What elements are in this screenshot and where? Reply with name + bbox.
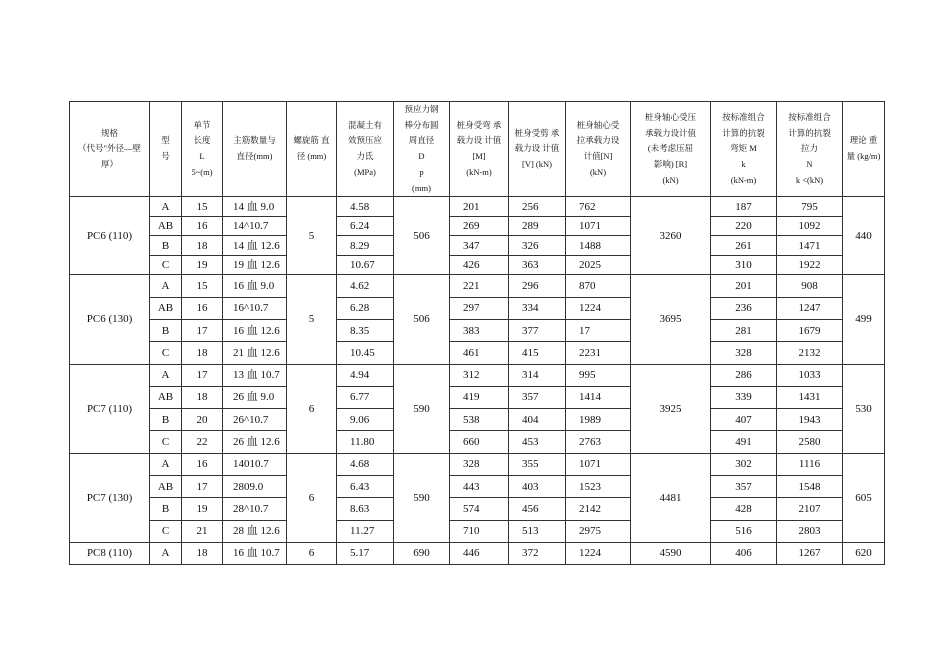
moment-cell: 660: [450, 431, 509, 453]
crack-moment-cell: 286: [711, 364, 777, 386]
crack-moment-cell: 201: [711, 275, 777, 297]
shear-cell: 403: [509, 475, 566, 497]
shear-cell: 456: [509, 498, 566, 520]
weight-cell: 530: [843, 364, 885, 453]
header-cell: 桩身轴心受压 承载力设计值 (未考虑压屈 影响) [R] (kN): [631, 102, 711, 197]
shear-cell: 314: [509, 364, 566, 386]
table-row: [70, 255, 885, 275]
shear-cell: 415: [509, 342, 566, 364]
table-row: [70, 297, 885, 319]
shear-cell: 404: [509, 409, 566, 431]
moment-cell: 426: [450, 255, 509, 275]
shear-cell: 357: [509, 386, 566, 408]
header-cell: 规格 （代号"外径—壁厚）: [70, 102, 150, 197]
header-cell: 螺旋筋 直 径 (mm): [287, 102, 337, 197]
spiral-cell: 6: [287, 453, 337, 542]
table-row: [70, 431, 885, 453]
tension-cell: 17: [566, 319, 631, 341]
prestress-cell: 9.06: [337, 409, 394, 431]
main-rebar-cell: 21 血 12.6: [223, 342, 287, 364]
crack-tension-cell: 908: [777, 275, 843, 297]
shear-cell: 326: [509, 236, 566, 256]
length-cell: 16: [182, 297, 223, 319]
type-cell: B: [150, 319, 182, 341]
type-cell: C: [150, 520, 182, 542]
moment-cell: 461: [450, 342, 509, 364]
crack-tension-cell: 795: [777, 197, 843, 217]
spec-cell: PC8 (110): [70, 542, 150, 564]
main-rebar-cell: 13 血 10.7: [223, 364, 287, 386]
main-rebar-cell: 26 血 12.6: [223, 431, 287, 453]
main-rebar-cell: 14010.7: [223, 453, 287, 475]
tension-cell: 1071: [566, 453, 631, 475]
crack-tension-cell: 1033: [777, 364, 843, 386]
shear-cell: 296: [509, 275, 566, 297]
compression-cell: 3260: [631, 197, 711, 275]
weight-cell: 440: [843, 197, 885, 275]
header-cell: 型 号: [150, 102, 182, 197]
weight-cell: 620: [843, 542, 885, 564]
prestress-cell: 4.58: [337, 197, 394, 217]
moment-cell: 574: [450, 498, 509, 520]
crack-moment-cell: 281: [711, 319, 777, 341]
prestress-cell: 6.43: [337, 475, 394, 497]
main-rebar-cell: 16 血 10.7: [223, 542, 287, 564]
length-cell: 22: [182, 431, 223, 453]
moment-cell: 269: [450, 216, 509, 236]
length-cell: 21: [182, 520, 223, 542]
moment-cell: 328: [450, 453, 509, 475]
spec-cell: PC6 (130): [70, 275, 150, 364]
table-row: [70, 216, 885, 236]
main-rebar-cell: 16^10.7: [223, 297, 287, 319]
table-row: [70, 498, 885, 520]
table-body: [70, 197, 885, 565]
compression-cell: 4590: [631, 542, 711, 564]
table-row: [70, 342, 885, 364]
crack-moment-cell: 187: [711, 197, 777, 217]
length-cell: 19: [182, 255, 223, 275]
tension-cell: 1071: [566, 216, 631, 236]
header-cell: 主筋数量与 直径(mm): [223, 102, 287, 197]
header-cell: 预应力钢 棒分布圆 周直径 D p (mm): [394, 102, 450, 197]
crack-tension-cell: 2107: [777, 498, 843, 520]
crack-tension-cell: 1267: [777, 542, 843, 564]
crack-tension-cell: 1116: [777, 453, 843, 475]
spec-cell: PC6 (110): [70, 197, 150, 275]
prestress-cell: 10.45: [337, 342, 394, 364]
type-cell: A: [150, 453, 182, 475]
crack-moment-cell: 261: [711, 236, 777, 256]
length-cell: 18: [182, 342, 223, 364]
crack-moment-cell: 357: [711, 475, 777, 497]
main-rebar-cell: 16 血 9.0: [223, 275, 287, 297]
table-row: [70, 542, 885, 564]
crack-tension-cell: 2803: [777, 520, 843, 542]
type-cell: B: [150, 498, 182, 520]
prestress-cell: 10.67: [337, 255, 394, 275]
prestress-cell: 8.63: [337, 498, 394, 520]
shear-cell: 256: [509, 197, 566, 217]
moment-cell: 383: [450, 319, 509, 341]
crack-tension-cell: 1922: [777, 255, 843, 275]
length-cell: 17: [182, 364, 223, 386]
shear-cell: 453: [509, 431, 566, 453]
weight-cell: 605: [843, 453, 885, 542]
prestress-cell: 6.28: [337, 297, 394, 319]
type-cell: AB: [150, 475, 182, 497]
table-row: [70, 475, 885, 497]
dp-cell: 506: [394, 197, 450, 275]
tension-cell: 1523: [566, 475, 631, 497]
header-cell: 理论 重 量 (kg/m): [843, 102, 885, 197]
table-row: [70, 236, 885, 256]
crack-moment-cell: 407: [711, 409, 777, 431]
spec-cell: PC7 (130): [70, 453, 150, 542]
type-cell: B: [150, 409, 182, 431]
compression-cell: 4481: [631, 453, 711, 542]
length-cell: 17: [182, 319, 223, 341]
moment-cell: 347: [450, 236, 509, 256]
moment-cell: 443: [450, 475, 509, 497]
main-rebar-cell: 14 血 12.6: [223, 236, 287, 256]
header-cell: 按标准组合 计算的抗裂 拉力 N k <(kN): [777, 102, 843, 197]
prestress-cell: 4.94: [337, 364, 394, 386]
prestress-cell: 4.68: [337, 453, 394, 475]
main-rebar-cell: 19 血 12.6: [223, 255, 287, 275]
moment-cell: 446: [450, 542, 509, 564]
length-cell: 16: [182, 216, 223, 236]
crack-moment-cell: 406: [711, 542, 777, 564]
main-rebar-cell: 28 血 12.6: [223, 520, 287, 542]
crack-tension-cell: 1431: [777, 386, 843, 408]
crack-moment-cell: 220: [711, 216, 777, 236]
header-cell: 单节 长度 L 5~(m): [182, 102, 223, 197]
length-cell: 19: [182, 498, 223, 520]
tension-cell: 870: [566, 275, 631, 297]
prestress-cell: 11.80: [337, 431, 394, 453]
length-cell: 18: [182, 542, 223, 564]
table-row: [70, 319, 885, 341]
header-cell: 桩身受弯 承 载力设 计值 [M] (kN-m): [450, 102, 509, 197]
crack-moment-cell: 491: [711, 431, 777, 453]
prestress-cell: 8.35: [337, 319, 394, 341]
tension-cell: 2975: [566, 520, 631, 542]
header-cell: 桩身轴心受 拉承载力设 计值[N] (kN): [566, 102, 631, 197]
moment-cell: 201: [450, 197, 509, 217]
pile-spec-table: [69, 101, 885, 565]
tension-cell: 995: [566, 364, 631, 386]
spiral-cell: 6: [287, 364, 337, 453]
tension-cell: 2231: [566, 342, 631, 364]
compression-cell: 3925: [631, 364, 711, 453]
crack-moment-cell: 302: [711, 453, 777, 475]
length-cell: 15: [182, 197, 223, 217]
main-rebar-cell: 26 血 9.0: [223, 386, 287, 408]
table-row: [70, 520, 885, 542]
crack-tension-cell: 1679: [777, 319, 843, 341]
type-cell: A: [150, 542, 182, 564]
table-row: [70, 364, 885, 386]
length-cell: 20: [182, 409, 223, 431]
prestress-cell: 5.17: [337, 542, 394, 564]
tension-cell: 1224: [566, 542, 631, 564]
type-cell: C: [150, 255, 182, 275]
type-cell: A: [150, 364, 182, 386]
tension-cell: 2142: [566, 498, 631, 520]
crack-tension-cell: 2580: [777, 431, 843, 453]
spiral-cell: 6: [287, 542, 337, 564]
prestress-cell: 6.77: [337, 386, 394, 408]
table-row: [70, 197, 885, 217]
weight-cell: 499: [843, 275, 885, 364]
table-row: [70, 409, 885, 431]
crack-tension-cell: 1943: [777, 409, 843, 431]
table-row: [70, 453, 885, 475]
main-rebar-cell: 26^10.7: [223, 409, 287, 431]
moment-cell: 710: [450, 520, 509, 542]
shear-cell: 377: [509, 319, 566, 341]
main-rebar-cell: 16 血 12.6: [223, 319, 287, 341]
length-cell: 15: [182, 275, 223, 297]
shear-cell: 363: [509, 255, 566, 275]
header-cell: 按标准组合 计算的抗裂 弯矩 M k (kN-m): [711, 102, 777, 197]
moment-cell: 297: [450, 297, 509, 319]
prestress-cell: 11.27: [337, 520, 394, 542]
moment-cell: 312: [450, 364, 509, 386]
crack-tension-cell: 1092: [777, 216, 843, 236]
type-cell: B: [150, 236, 182, 256]
main-rebar-cell: 2809.0: [223, 475, 287, 497]
spiral-cell: 5: [287, 275, 337, 364]
length-cell: 18: [182, 236, 223, 256]
dp-cell: 590: [394, 364, 450, 453]
crack-moment-cell: 236: [711, 297, 777, 319]
header-cell: 桩身受剪 承 载力设 计值 [V] (kN): [509, 102, 566, 197]
tension-cell: 1989: [566, 409, 631, 431]
dp-cell: 590: [394, 453, 450, 542]
crack-moment-cell: 516: [711, 520, 777, 542]
type-cell: A: [150, 197, 182, 217]
type-cell: AB: [150, 386, 182, 408]
crack-moment-cell: 328: [711, 342, 777, 364]
shear-cell: 372: [509, 542, 566, 564]
header-row: [70, 102, 885, 197]
dp-cell: 690: [394, 542, 450, 564]
prestress-cell: 8.29: [337, 236, 394, 256]
tension-cell: 1488: [566, 236, 631, 256]
table-row: [70, 275, 885, 297]
tension-cell: 1224: [566, 297, 631, 319]
crack-tension-cell: 1548: [777, 475, 843, 497]
crack-moment-cell: 428: [711, 498, 777, 520]
compression-cell: 3695: [631, 275, 711, 364]
spec-cell: PC7 (110): [70, 364, 150, 453]
shear-cell: 355: [509, 453, 566, 475]
length-cell: 16: [182, 453, 223, 475]
header-cell: 混凝土有 效预压应 力氐 (MPa): [337, 102, 394, 197]
tension-cell: 2763: [566, 431, 631, 453]
type-cell: AB: [150, 297, 182, 319]
moment-cell: 538: [450, 409, 509, 431]
shear-cell: 334: [509, 297, 566, 319]
shear-cell: 289: [509, 216, 566, 236]
type-cell: AB: [150, 216, 182, 236]
dp-cell: 506: [394, 275, 450, 364]
main-rebar-cell: 14 血 9.0: [223, 197, 287, 217]
table-row: [70, 386, 885, 408]
crack-tension-cell: 2132: [777, 342, 843, 364]
length-cell: 17: [182, 475, 223, 497]
main-rebar-cell: 14^10.7: [223, 216, 287, 236]
type-cell: C: [150, 431, 182, 453]
spiral-cell: 5: [287, 197, 337, 275]
prestress-cell: 4.62: [337, 275, 394, 297]
type-cell: C: [150, 342, 182, 364]
tension-cell: 1414: [566, 386, 631, 408]
prestress-cell: 6.24: [337, 216, 394, 236]
crack-tension-cell: 1247: [777, 297, 843, 319]
crack-moment-cell: 310: [711, 255, 777, 275]
length-cell: 18: [182, 386, 223, 408]
shear-cell: 513: [509, 520, 566, 542]
tension-cell: 2025: [566, 255, 631, 275]
crack-tension-cell: 1471: [777, 236, 843, 256]
type-cell: A: [150, 275, 182, 297]
main-rebar-cell: 28^10.7: [223, 498, 287, 520]
tension-cell: 762: [566, 197, 631, 217]
moment-cell: 221: [450, 275, 509, 297]
moment-cell: 419: [450, 386, 509, 408]
crack-moment-cell: 339: [711, 386, 777, 408]
